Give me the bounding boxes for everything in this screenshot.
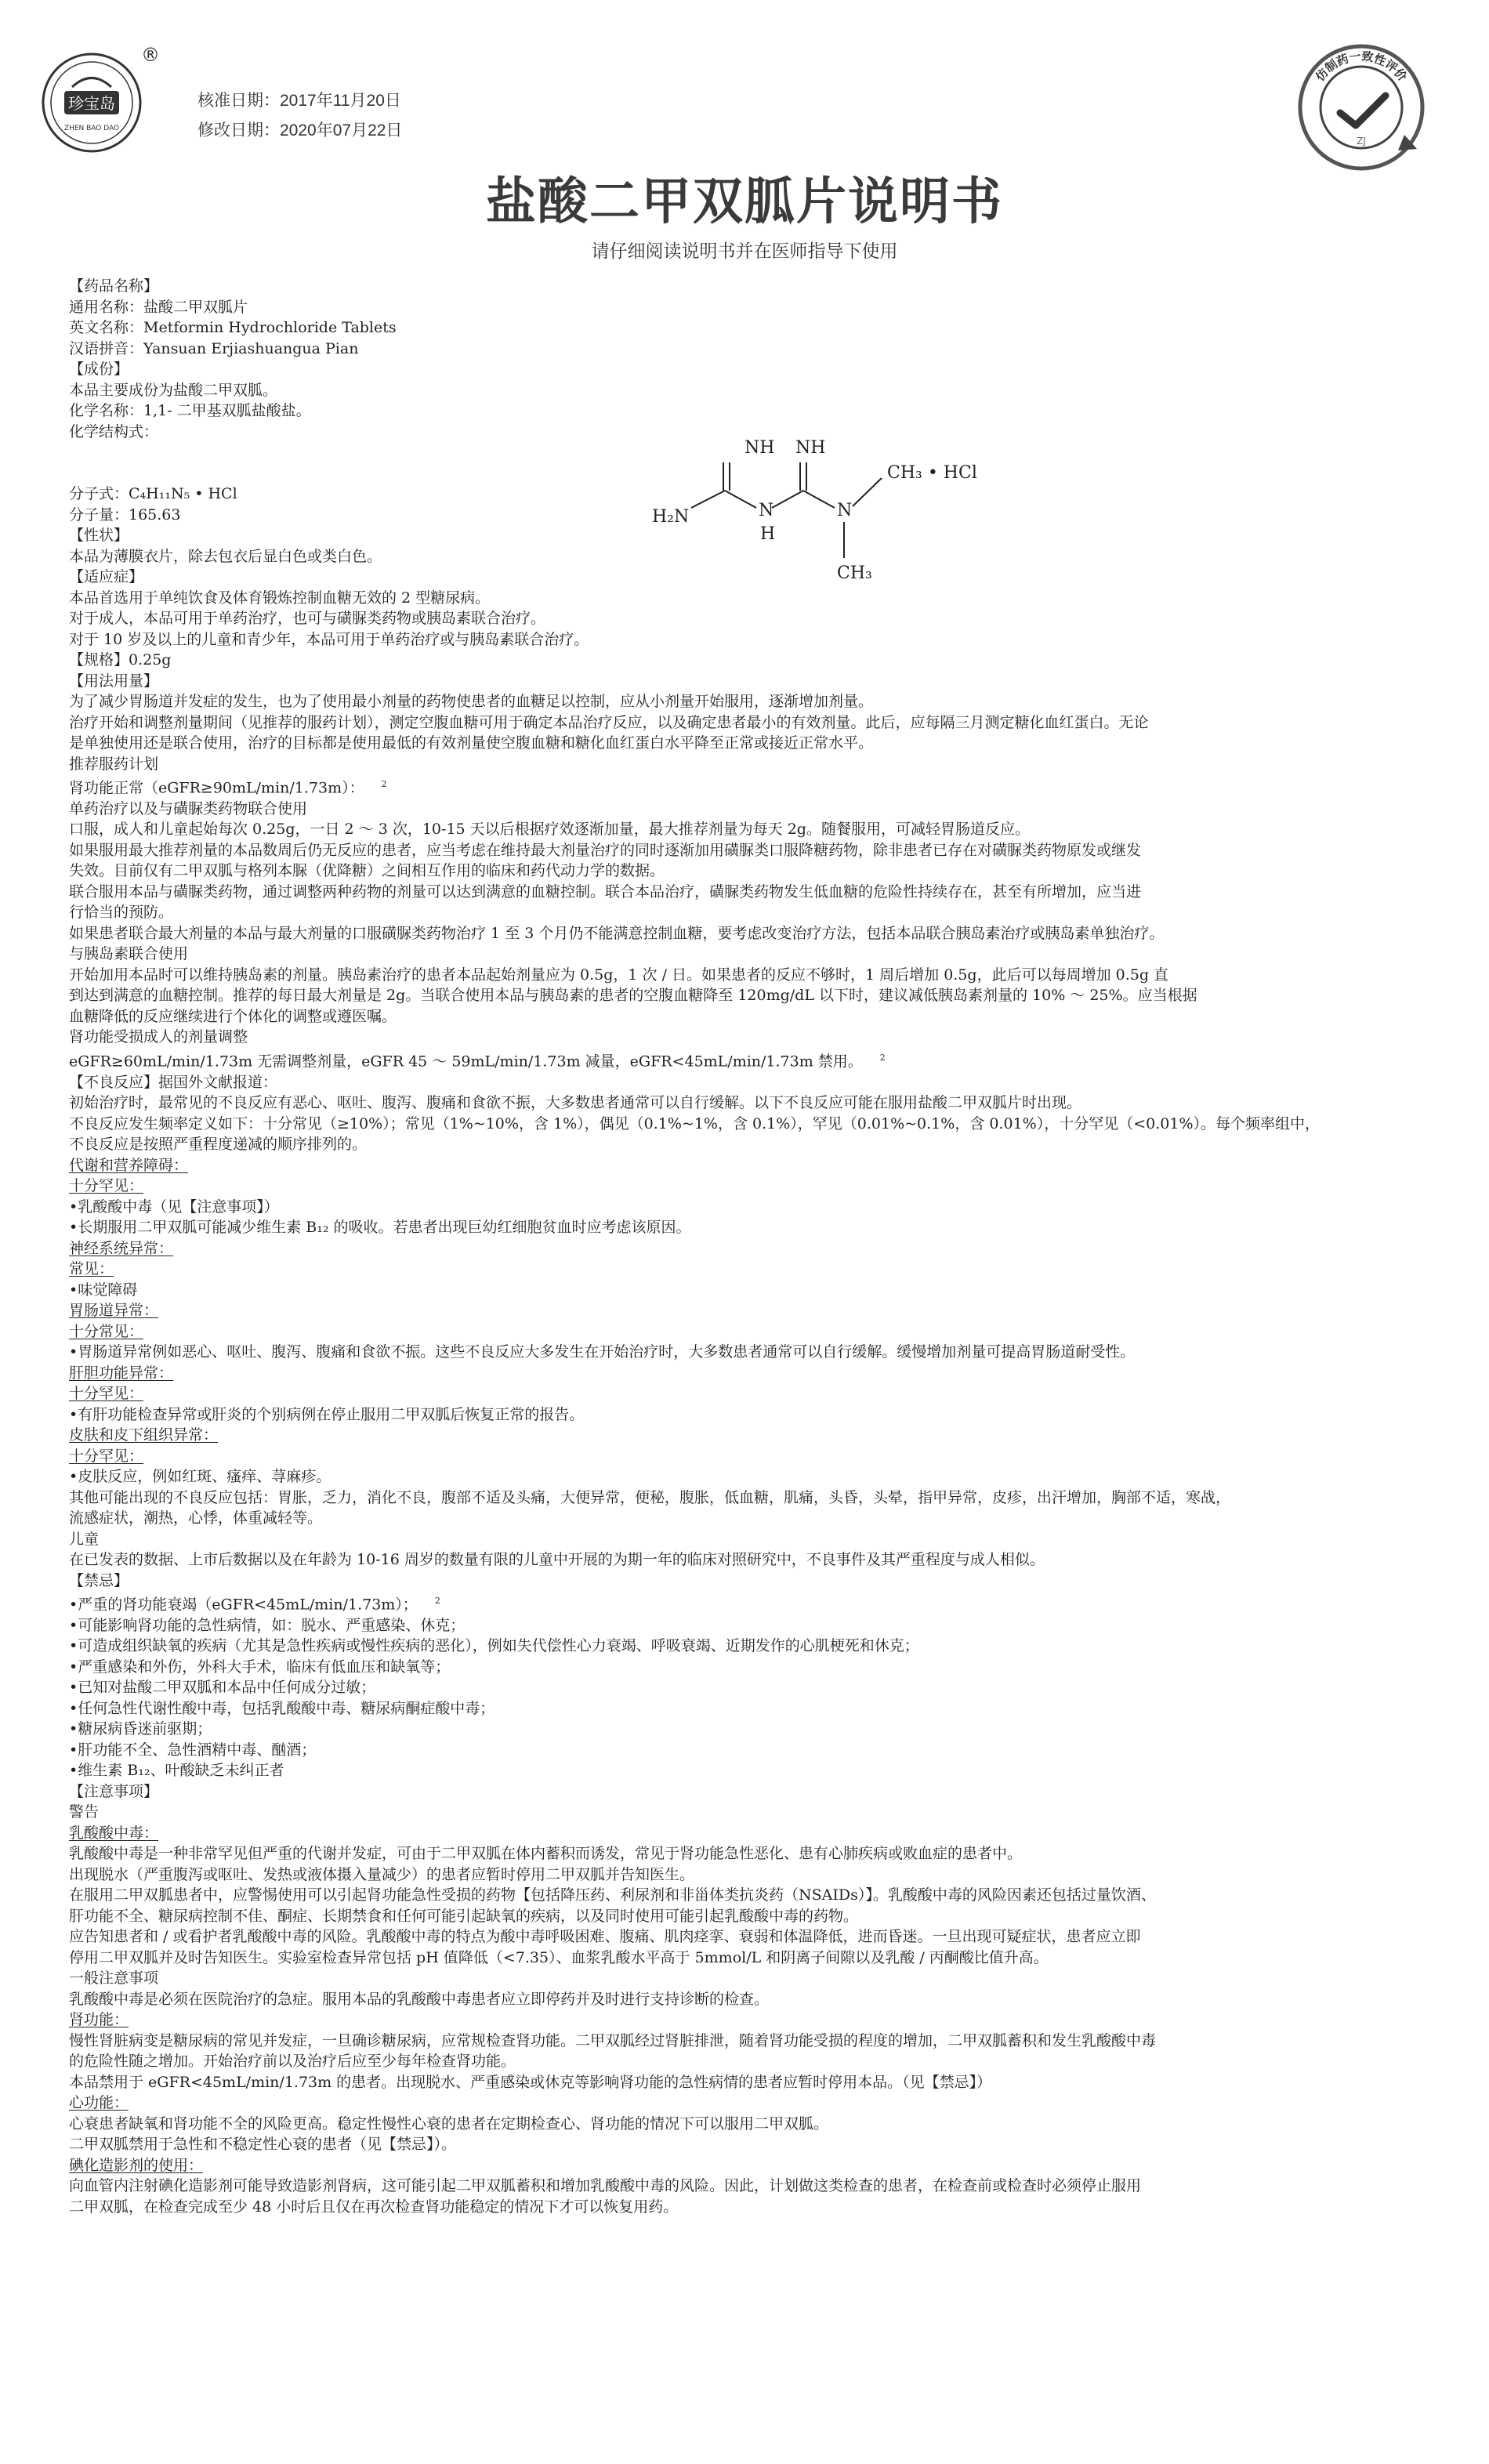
revision-label: 修改日期： — [197, 121, 280, 140]
text-line: 英文名称：Metformin Hydrochloride Tablets — [69, 319, 397, 336]
text-line: 其他可能出现的不良反应包括：胃胀，乏力，消化不良，腹部不适及头痛，大便异常，便秘，腹胀，低血糖，肌痛，头昏，头晕，指甲异常，皮疹，出汗增加，胸部不适，寒战， — [69, 1488, 1231, 1506]
bullet-item: •肝功能不全、急性酒精中毒、酗酒； — [69, 1741, 317, 1759]
text-line: 分子式：C₄H₁₁N₅ • HCl — [69, 485, 237, 502]
bullet-item: •严重感染和外伤，外科大手术，临床有低血压和缺氧等； — [69, 1658, 451, 1676]
text-line: 行恰当的预防。 — [69, 904, 174, 922]
section-heading: 【规格】0.25g — [69, 651, 172, 669]
revision-date: 2020年07月22日 — [280, 121, 403, 140]
text-line: 停用二甲双胍并及时告知医生。实验室检查异常包括 pH 值降低（<7.35）、血浆乳酸水平高于 5mmol/L 和阴离子间隙以及乳酸 / 丙酮酸比值升高。 — [69, 1948, 1049, 1966]
seal-text: 仿制药一致性评价 — [1313, 49, 1410, 84]
revision-date-line — [197, 118, 402, 141]
approval-date-line — [197, 88, 401, 111]
text-line: 向血管内注射碘化造影剂可能导致造影剂肾病，这可能引起二甲双胍蓄积和增加乳酸酸中毒的风险。因此，计划做这类检查的患者，在检查前或检查时必须停止服用 — [69, 2177, 1142, 2195]
bullet-item: •皮肤反应，例如红斑、瘙痒、荨麻疹。 — [69, 1468, 331, 1486]
blank-line — [69, 463, 1362, 484]
company-logo — [41, 52, 143, 154]
text-line: 血糖降低的反应继续进行个体化的调整或遵医嘱。 — [69, 1007, 397, 1025]
text-line: 乳酸酸中毒是必须在医院治疗的急症。服用本品的乳酸酸中毒患者应立即停药并及时进行支持诊断的检查。 — [69, 1990, 770, 2008]
subheading: 常见： — [69, 1260, 114, 1278]
text-line: 如果患者联合最大剂量的本品与最大剂量的口服磺脲类药物治疗 1 至 3 个月仍不能满意控制血糖，要考虑改变治疗方法，包括本品联合胰岛素治疗或胰岛素单独治疗。 — [69, 924, 1165, 942]
text-line: 如果服用最大推荐剂量的本品数周后仍无反应的患者，应当考虑在维持最大剂量治疗的同时逐渐加用磺脲类口服降糖药物，除非患者已存在对磺脲类药物原发或继发 — [69, 841, 1142, 859]
document-subtitle: 请仔细阅读说明书并在医师指导下使用 — [591, 241, 898, 261]
subheading: 十分常见： — [69, 1322, 144, 1340]
structure-nh1: NH — [744, 438, 775, 458]
subheading: 十分罕见： — [69, 1177, 144, 1195]
text-line: 本品禁用于 eGFR<45mL/min/1.73m 的患者。出现脱水、严重感染或休克等影响肾功能的急性病情的患者应暂时停用本品。（见【禁忌】） — [69, 2073, 992, 2091]
bullet-item: •维生素 B₁₂、叶酸缺乏未纠正者 — [69, 1762, 284, 1780]
text-line: 推荐服药计划 — [69, 755, 159, 773]
section-heading: 【成份】 — [69, 361, 129, 378]
subheading: 心功能： — [69, 2094, 129, 2112]
footnote-mark: 2 — [434, 1596, 440, 1607]
text-line: 初始治疗时，最常见的不良反应有恶心、呕吐、腹泻、腹痛和食欲不振，大多数患者通常可以自行缓解。以下不良反应可能在服用盐酸二甲双胍片时出现。 — [69, 1094, 1082, 1112]
text-line: 通用名称：盐酸二甲双胍片 — [69, 298, 248, 316]
text-line: 肝功能不全、糖尿病控制不佳、酮症、长期禁食和任何可能引起缺氧的疾病，以及同时使用可能引起乳酸酸中毒的药物。 — [69, 1907, 859, 1925]
text-line: 肾功能正常（eGFR≥90mL/min/1.73m）： — [69, 779, 364, 797]
section-heading: 【注意事项】 — [69, 1782, 159, 1800]
text-line: 为了减少胃肠道并发症的发生，也为了使用最小剂量的药物使患者的血糖足以控制，应从小剂量开始服用，逐渐增加剂量。 — [69, 693, 874, 710]
text-line: 与胰岛素联合使用 — [69, 945, 189, 963]
bullet-item: •已知对盐酸二甲双胍和本品中任何成分过敏； — [69, 1679, 376, 1697]
subheading: 十分罕见： — [69, 1447, 144, 1465]
blank-line — [69, 442, 1362, 463]
text-line: 心衰患者缺氧和肾功能不全的风险更高。稳定性慢性心衰的患者在定期检查心、肾功能的情况下可以服用二甲双胍。 — [69, 2114, 829, 2132]
text-line: 在服用二甲双胍患者中，应警惕使用可以引起肾功能急性受损的药物【包括降压药、利尿剂和非甾体类抗炎药（NSAIDs）】。乳酸酸中毒的风险因素还包括过量饮酒、 — [69, 1886, 1156, 1904]
text-line: 联合服用本品与磺脲类药物，通过调整两种药物的剂量可以达到满意的血糖控制。联合本品治疗，磺脲类药物发生低血糖的危险性持续存在，甚至有所增加，应当进 — [69, 882, 1142, 900]
structure-n1: N — [759, 501, 774, 520]
text-line: 本品首选用于单纯饮食及体育锻炼控制血糖无效的 2 型糖尿病。 — [69, 589, 491, 607]
text-line: 汉语拼音：Yansuan Erjiashuangua Pian — [69, 339, 359, 357]
footnote-mark: 2 — [879, 1052, 886, 1063]
text-line: 是单独使用还是联合使用，治疗的目标都是使用最低的有效剂量使空腹血糖和糖化血红蛋白水平降至正常或接近正常水平。 — [69, 734, 874, 752]
text-line: 应告知患者和 / 或看护者乳酸酸中毒的风险。乳酸酸中毒的特点为酸中毒呼吸困难、腹痛、肌肉痉挛、衰弱和体温降低，进而昏迷。一旦出现可疑症状，患者应立即 — [69, 1928, 1141, 1946]
subheading: 乳酸酸中毒： — [69, 1824, 159, 1842]
approval-date: 2017年11月20日 — [280, 92, 401, 110]
subheading: 碘化造影剂的使用： — [69, 2156, 204, 2174]
text-line: 流感症状，潮热，心悸，体重减轻等。 — [69, 1509, 323, 1527]
text-line: 二甲双胍，在检查完成至少 48 小时后且仅在再次检查肾功能稳定的情况下才可以恢复用药。 — [69, 2198, 679, 2216]
text-line: 化学结构式： — [69, 422, 159, 440]
bullet-item: •严重的肾功能衰竭（eGFR<45mL/min/1.73m）； — [69, 1596, 418, 1614]
text-line: 的危险性随之增加。开始治疗前以及治疗后应至少每年检查肾功能。 — [69, 2053, 516, 2071]
section-heading: 【用法用量】 — [69, 672, 159, 690]
registered-trademark: ® — [141, 44, 160, 66]
structure-n2: N — [837, 501, 853, 520]
text-line: 本品主要成份为盐酸二甲双胍。 — [69, 381, 278, 399]
text-line: 单药治疗以及与磺脲类药物联合使用 — [69, 799, 308, 817]
section-heading: 【药品名称】 — [69, 277, 159, 295]
text-line: 慢性肾脏病变是糖尿病的常见并发症，一旦确诊糖尿病，应常规检查肾功能。二甲双胍经过肾脏排泄，随着肾功能受损的程度的增加，二甲双胍蓄积和发生乳酸酸中毒 — [69, 2031, 1157, 2049]
document-body — [69, 276, 1362, 2217]
bullet-item: •任何急性代谢性酸中毒，包括乳酸酸中毒、糖尿病酮症酸中毒； — [69, 1699, 495, 1717]
text-line: 分子量：165.63 — [69, 505, 181, 524]
logo-pinyin: ZHEN BAO DAO — [63, 125, 120, 132]
text-line: 对于成人，本品可用于单药治疗，也可与磺脲类药物或胰岛素联合治疗。 — [69, 610, 546, 627]
approval-label: 核准日期： — [197, 92, 280, 110]
structure-ch3-hcl: CH₃ • HCl — [887, 463, 977, 483]
footnote-mark: 2 — [381, 779, 387, 789]
subheading: 代谢和营养障碍： — [69, 1156, 189, 1174]
document-title: 盐酸二甲双胍片说明书 — [486, 173, 1003, 231]
structure-h: H — [760, 524, 776, 544]
logo-text: 珍宝岛 — [68, 94, 115, 113]
bullet-item: •乳酸酸中毒（见【注意事项】） — [69, 1198, 279, 1216]
text-line: eGFR≥60mL/min/1.73m 无需调整剂量，eGFR 45 ～ 59mL/min/1.73m 减量，eGFR<45mL/min/1.73m 禁用。 — [69, 1053, 863, 1071]
seal-short: ZJ — [1357, 136, 1366, 147]
text-line: 对于 10 岁及以上的儿童和青少年，本品可用于单药治疗或与胰岛素联合治疗。 — [69, 630, 589, 648]
text-line: 开始加用本品时可以维持胰岛素的剂量。胰岛素治疗的患者本品起始剂量应为 0.5g，1 次 / 日。如果患者的反应不够时，1 周后增加 0.5g，此后可以每周增加 0.5g 直 — [69, 966, 1169, 984]
text-line: 肾功能受损成人的剂量调整 — [69, 1028, 248, 1046]
text-line: 二甲双胍禁用于急性和不稳定性心衰的患者（见【禁忌】）。 — [69, 2136, 457, 2154]
text-line: 到达到满意的血糖控制。推荐的每日最大剂量是 2g。当联合使用本品与胰岛素的患者的空腹血糖降至 120mg/dL 以下时，建议减低胰岛素剂量的 10% ～ 25%。应当根据 — [69, 987, 1197, 1005]
bullet-item: •味觉障碍 — [69, 1281, 138, 1299]
text-line: 口服，成人和儿童起始每次 0.25g，一日 2 ～ 3 次，10-15 天以后根据疗效逐渐加量，最大推荐剂量为每天 2g。随餐服用，可减轻胃肠道反应。 — [69, 821, 1030, 839]
bullet-item: •有肝功能检查异常或肝炎的个别病例在停止服用二甲双胍后恢复正常的报告。 — [69, 1405, 585, 1423]
bullet-item: •可能影响肾功能的急性病情，如：脱水、严重感染、休克； — [69, 1616, 466, 1634]
renal-impaired-line — [69, 1048, 1362, 1072]
text-line: 治疗开始和调整剂量期间（见推荐的服药计划），测定空腹血糖可用于确定本品治疗反应，以及确定患者最小的有效剂量。此后，应每隔三月测定糖化血红蛋白。无论 — [69, 713, 1149, 731]
text-line: 失效。目前仅有二甲双胍与格列本脲（优降糖）之间相互作用的临床和药代动力学的数据。 — [69, 862, 665, 880]
subheading: 胃肠道异常： — [69, 1302, 159, 1320]
structure-nh2: NH — [795, 438, 826, 458]
text-line: 儿童 — [69, 1530, 100, 1548]
structure-ch3: CH₃ — [837, 563, 872, 583]
section-heading: 【适应症】 — [69, 568, 144, 585]
text-line: 不良反应是按照严重程度递减的顺序排列的。 — [69, 1136, 368, 1154]
text-line: 在已发表的数据、上市后数据以及在年龄为 10-16 周岁的数量有限的儿童中开展的为期一年的临床对照研究中，不良事件及其严重程度与成人相似。 — [69, 1551, 1045, 1569]
subheading: 十分罕见： — [69, 1385, 144, 1403]
subheading: 肾功能： — [69, 2011, 129, 2029]
section-heading: 【禁忌】 — [69, 1571, 129, 1589]
consistency-evaluation-seal — [1295, 41, 1428, 174]
bullet-item: •长期服用二甲双胍可能减少维生素 B₁₂ 的吸收。若患者出现巨幼红细胞贫血时应考虑该原因。 — [69, 1219, 691, 1237]
structure-h2n: H₂N — [652, 507, 690, 527]
renal-normal-line — [69, 774, 1362, 799]
bullet-item: •糖尿病昏迷前驱期； — [69, 1720, 212, 1738]
text-line: 警告 — [69, 1803, 100, 1821]
text-line: 化学名称：1,1- 二甲基双胍盐酸盐。 — [69, 402, 311, 419]
section-heading: 【不良反应】据国外文献报道： — [69, 1073, 278, 1091]
subheading: 神经系统异常： — [69, 1239, 174, 1257]
contraindication-renal-line — [69, 1591, 1362, 1615]
subheading: 肝胆功能异常： — [69, 1364, 174, 1382]
bullet-item: •胃肠道异常例如恶心、呕吐、腹泻、腹痛和食欲不振。这些不良反应大多发生在开始治疗时，大多数患者通常可以自行缓解。缓慢增加剂量可提高胃肠道耐受性。 — [69, 1343, 1136, 1361]
text-line: 一般注意事项 — [69, 1969, 159, 1988]
text-line: 乳酸酸中毒是一种非常罕见但严重的代谢并发症，可由于二甲双胍在体内蓄积而诱发，常见于肾功能急性恶化、患有心肺疾病或败血症的患者中。 — [69, 1845, 1023, 1863]
section-heading: 【性状】 — [69, 527, 129, 544]
text-line: 出现脱水（严重腹泻或呕吐、发热或液体摄入量减少）的患者应暂时停用二甲双胍并告知医生。 — [69, 1865, 695, 1883]
text-line: 本品为薄膜衣片，除去包衣后显白色或类白色。 — [69, 547, 382, 565]
text-line: 不良反应发生频率定义如下：十分常见（≥10%）；常见（1%~10%，含 1%），偶见（0.1%~1%，含 0.1%），罕见（0.01%~0.1%，含 0.01%），十分罕见（<0.01%）。每个频率组中， — [69, 1114, 1320, 1132]
bullet-item: •可造成组织缺氧的疾病（尤其是急性疾病或慢性疾病的恶化），例如失代偿性心力衰竭、呼吸衰竭、近期发作的心肌梗死和休克； — [69, 1637, 919, 1655]
subheading: 皮肤和皮下组织异常： — [69, 1426, 219, 1444]
